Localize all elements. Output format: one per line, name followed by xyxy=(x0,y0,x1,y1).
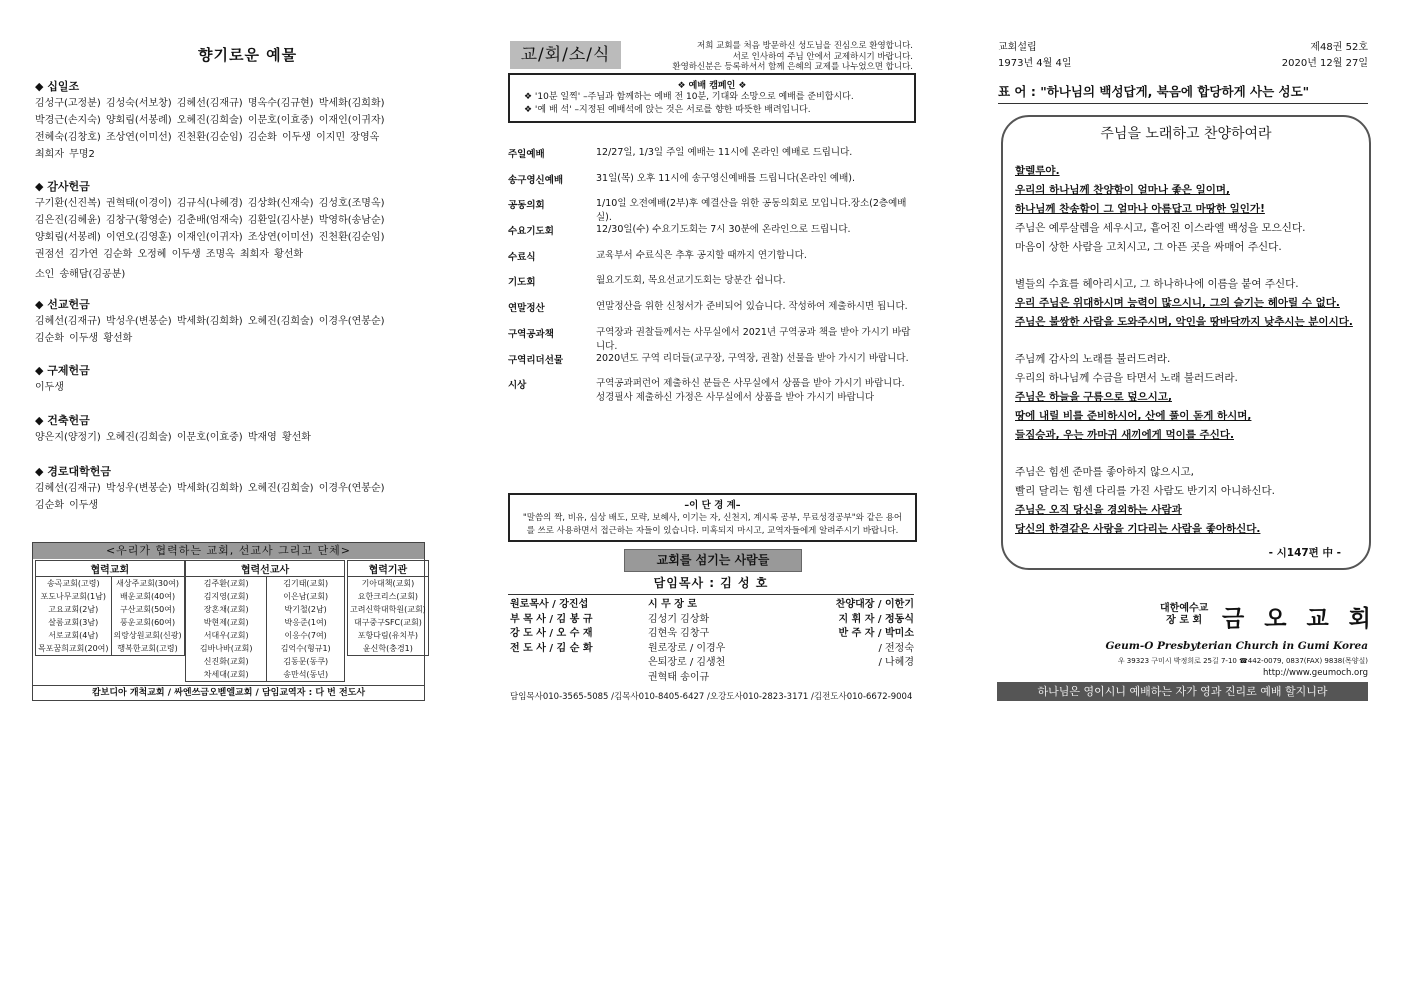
coop-church-row xyxy=(36,590,185,603)
staff-cell: 은퇴장로 / 김생천 xyxy=(648,657,726,668)
denomination-line: 대한예수교 xyxy=(1160,603,1209,614)
news-item xyxy=(508,377,914,417)
staff-cell: 강 도 사 / 오 수 재 xyxy=(510,628,593,639)
staff-cell: / 나혜경 xyxy=(878,657,914,668)
offering-names: 구기환(신진복) 권혁태(이경이) 김규식(나혜경) 김상화(신재숙) 김성호(조명옥) xyxy=(35,198,385,209)
news-item xyxy=(508,146,914,172)
welcome-text xyxy=(630,41,913,73)
coop-churches-table xyxy=(35,560,185,656)
news-text-line: 구역공과퍼런어 제출하신 분들은 사무실에서 상품을 받아 가시기 바랍니다. xyxy=(596,378,905,390)
staff-cell: 부 목 사 / 김 봉 규 xyxy=(510,613,593,625)
psalm-line: 들짐승과, 우는 까마귀 새끼에게 먹이를 주신다. xyxy=(1015,429,1234,441)
coop-missionary-cell: 장혼채(교회) xyxy=(186,603,267,616)
coop-missionary-cell: 서대우(교회) xyxy=(186,629,267,642)
news-label: 수료식 xyxy=(508,251,536,263)
coop-church-cell: 서로교회(4남) xyxy=(36,629,112,642)
news-text-line: 12/30일(수) 수요기도회는 7시 30분에 온라인으로 드립니다. xyxy=(596,224,851,236)
denomination xyxy=(1160,603,1208,627)
psalm-gap xyxy=(1015,257,1365,275)
coop-missionary-cell: 박기철(2남) xyxy=(284,605,327,614)
staff-row xyxy=(510,598,914,613)
psalm-line: 우리의 하나님께 수금을 타면서 노래 불러드려라. xyxy=(1015,372,1238,384)
offering-heading: ◆ 건축헌금 xyxy=(35,412,425,429)
coop-missionary-row xyxy=(186,603,345,616)
psalm-text xyxy=(1015,162,1365,539)
offering-names: 박경근(손지숙) 양회림(서봉례) 오혜진(김희술) 이문호(이효중) 이재인(이귀자) xyxy=(35,115,385,126)
psalm-box xyxy=(1001,115,1371,570)
coop-missionary-cell: 차세대(교회) xyxy=(186,668,267,682)
offering-heading: ◆ 경로대학헌금 xyxy=(35,463,425,480)
psalm-line: 땅에 내릴 비를 준비하시어, 산에 풀이 돋게 하시며, xyxy=(1015,410,1252,422)
coop-missionary-cell: 김억수(형규1) xyxy=(280,644,331,653)
psalm-title: 주님을 노래하고 찬양하여라 xyxy=(1100,126,1272,142)
psalm-line: 하나님께 찬송함이 그 얼마나 아름답고 마땅한 일인가! xyxy=(1015,203,1265,215)
staff-row xyxy=(510,656,914,671)
staff-table xyxy=(510,598,914,685)
staff-cell xyxy=(766,671,914,686)
coop-org-row xyxy=(348,590,429,603)
coop-church-row xyxy=(36,629,185,642)
staff-cell: 찬양대장 / 이한기 xyxy=(835,599,914,610)
psalm-line: 별들의 수효를 헤아리시고, 그 하나하나에 이름을 붙여 주신다. xyxy=(1015,278,1299,290)
staff-cell: 원로장로 / 이경우 xyxy=(648,642,726,654)
coop-church-row xyxy=(36,577,185,591)
coop-footer: 캄보디아 개척교회 / 싸엔쓰금오벧엘교회 / 담임교역자 : 다 번 전도사 xyxy=(33,685,424,700)
psalm-gap xyxy=(1015,332,1365,350)
offering-names: 김순화 이두생 xyxy=(35,500,99,511)
offering-heading: ◆ 구제헌금 xyxy=(35,362,425,379)
staff-cell: 전 도 사 / 김 순 화 xyxy=(510,642,593,654)
coop-org-cell: 기아대책(교회) xyxy=(361,579,415,588)
coop-missionary-cell: 이응수(7여) xyxy=(284,631,327,640)
welcome-line: 저희 교회를 처음 방문하신 성도님을 진심으로 환영합니다. xyxy=(697,41,913,51)
coop-church-cell: 살롬교회(3남) xyxy=(36,616,112,629)
cooperation-banner: <우리가 협력하는 교회, 선교사 그리고 단체> xyxy=(33,543,424,559)
campaign-item: ❖ '10분 일찍' –주님과 함께하는 예배 전 10분, 기대와 소망으로 예배를 준비합시다. xyxy=(524,92,854,102)
pastor-line: 담임목사 : 김 성 호 xyxy=(653,576,769,590)
news-label: 구역리더선물 xyxy=(508,354,564,366)
coop-church-cell: 풍운교회(60여) xyxy=(120,618,176,627)
motto-divider xyxy=(998,103,1368,104)
offering-heading: ◆ 선교헌금 xyxy=(35,296,425,313)
news-label: 기도회 xyxy=(508,277,536,289)
staff-row xyxy=(510,671,914,686)
offering-names: 전혜숙(김창호) 조상연(이미선) 진천환(김순임) 김순화 이두생 이지민 장영옥 xyxy=(35,132,380,143)
coop-missionary-row xyxy=(186,655,345,668)
news-text xyxy=(596,274,914,288)
offering-names: 소인 송해담(김공분) xyxy=(35,269,126,280)
coop-missionary-cell: 송만석(동년) xyxy=(283,670,329,679)
coop-org-cell: 포항다림(유치부) xyxy=(357,631,419,640)
coop-missionary-row xyxy=(186,668,345,682)
news-text-line: 31일(목) 오후 11시에 송구영신예배를 드립니다(온라인 예배). xyxy=(596,172,856,184)
news-text-line: 교육부서 수료식은 추후 공지할 때까지 연기합니다. xyxy=(596,249,807,261)
psalm-line: 우리 주님은 위대하시며 능력이 많으시니, 그의 슬기는 헤아릴 수 없다. xyxy=(1015,297,1340,309)
psalm-line: 주님은 예루살렘을 세우시고, 흩어진 이스라엘 백성을 모으신다. xyxy=(1015,222,1306,234)
news-text xyxy=(596,172,914,186)
news-text xyxy=(596,377,914,405)
issue-info xyxy=(1200,40,1368,72)
welcome-line: 환영하신분은 등록하셔서 함께 은혜의 교제를 나누었으면 합니다. xyxy=(672,62,913,72)
campaign-box xyxy=(508,73,916,123)
staff-cell: 시 무 장 로 xyxy=(648,599,698,610)
psalm-line: 할렐루야. xyxy=(1015,165,1060,177)
staff-cell: 반 주 자 / 박미소 xyxy=(838,628,914,639)
staff-cell: 권혁태 송이규 xyxy=(648,671,710,683)
coop-org-cell: 대구중구SFC(교회) xyxy=(353,618,422,627)
offering-section xyxy=(35,463,425,514)
offering-section xyxy=(35,296,425,347)
psalm-line: 주님은 힘센 준마를 좋아하지 않으시고, xyxy=(1015,466,1194,478)
coop-missionary-cell: 박응준(1여) xyxy=(284,618,327,627)
psalm-gap xyxy=(1015,445,1365,463)
coop-church-row xyxy=(36,603,185,616)
coop-church-cell: 새상주교회(30여) xyxy=(116,579,179,588)
issue-date: 2020년 12월 27일 xyxy=(1281,58,1368,69)
campaign-item: ❖ '예 배 석' –지정된 예배석에 앉는 것은 서로를 향한 따뜻한 배려입니다. xyxy=(524,105,811,115)
staff-cell: 김성기 김상화 xyxy=(648,613,710,625)
coop-orgs-header: 협력기관 xyxy=(348,561,429,577)
church-motto: 표 어 : "하나님의 백성답게, 북음에 합당하게 사는 성도" xyxy=(998,84,1310,99)
founded-date: 1973년 4월 4일 xyxy=(998,58,1072,69)
heresy-warning-box xyxy=(508,493,917,542)
founded-label: 교회설립 xyxy=(998,42,1037,53)
news-item xyxy=(508,352,914,378)
coop-church-cell: 구산교회(50여) xyxy=(120,605,176,614)
offering-names: 권점선 김가연 김순화 오정혜 이두생 조명옥 최희자 황선화 xyxy=(35,249,304,260)
psalm-line: 주님은 오직 당신을 경외하는 사람과 xyxy=(1015,504,1182,516)
church-english-name: Geum-O Presbyterian Church in Gumi Korea xyxy=(1105,640,1368,652)
offering-names: 양회림(서봉례) 이연오(김영훈) 이재인(이귀자) 조상연(이미선) 진천환(김순임) xyxy=(35,232,385,243)
psalm-line: 마음이 상한 사람을 고치시고, 그 아픈 곳을 싸매어 주신다. xyxy=(1015,241,1282,253)
coop-church-cell: 배운교회(40여) xyxy=(120,592,176,601)
psalm-line: 우리의 하나님께 찬양함이 얼마나 좋은 일이며, xyxy=(1015,184,1230,196)
news-label: 시상 xyxy=(508,380,527,392)
coop-missionary-row xyxy=(186,590,345,603)
coop-missionary-row xyxy=(186,577,345,591)
news-text xyxy=(596,249,914,263)
coop-missionary-cell: 박현제(교회) xyxy=(186,616,267,629)
psalm-line: 주님은 불쌍한 사람을 도와주시며, 악인을 땅바닥까지 낮추시는 분이시다. xyxy=(1015,316,1353,328)
news-label: 송구영신예배 xyxy=(508,174,564,186)
news-label: 수요기도회 xyxy=(508,226,554,238)
staff-banner: 교회를 섬기는 사람들 xyxy=(624,549,802,572)
news-text-line: 1/10일 오전예배(2부)후 예결산을 위한 공동의회로 모입니다.장소(2층예배실). xyxy=(596,198,907,224)
psalm-line: 주님께 감사의 노래를 불러드려라. xyxy=(1015,353,1171,365)
coop-org-row xyxy=(348,616,429,629)
news-label: 주일예배 xyxy=(508,149,545,160)
news-item xyxy=(508,223,914,249)
coop-missionary-row xyxy=(186,642,345,655)
news-item xyxy=(508,274,914,300)
coop-org-cell: 요한크리스(교회) xyxy=(357,592,419,601)
offering-names: 최희자 무명2 xyxy=(35,149,95,160)
news-title: 교/회/소/식 xyxy=(510,41,621,69)
offering-heading: ◆ 십일조 xyxy=(35,78,425,95)
news-item xyxy=(508,300,914,326)
warning-title: –이 단 경 계– xyxy=(684,500,741,511)
offering-section xyxy=(35,78,425,163)
offering-names: 김성구(고정분) 김성숙(서보창) 김혜선(김재규) 명옥수(김규현) 박세화(김희화) xyxy=(35,98,385,109)
coop-missionary-cell: 김기태(교회) xyxy=(283,579,329,588)
offering-section xyxy=(35,362,425,396)
psalm-reference: - 시147편 中 - xyxy=(1268,547,1341,559)
news-text xyxy=(596,326,914,354)
coop-missionary-cell: 김주환(교회) xyxy=(186,577,267,591)
news-text xyxy=(596,223,914,237)
coop-church-row xyxy=(36,642,185,656)
offering-heading: ◆ 감사헌금 xyxy=(35,178,425,195)
news-label: 연말정산 xyxy=(508,303,545,315)
news-text-line: 12/27일, 1/3일 주일 예배는 11시에 온라인 예배로 드립니다. xyxy=(596,147,853,158)
coop-missionary-cell: 이은남(교회) xyxy=(283,592,329,601)
campaign-title: ❖ 예배 캠페인 ❖ xyxy=(677,81,747,91)
news-text xyxy=(596,146,914,160)
news-text xyxy=(596,197,914,225)
church-address: 우 39323 구미시 박정희로 25길 7-10 ☎442-0079, 0837(FAX) 9838(목양실) xyxy=(1117,657,1368,665)
coop-org-row xyxy=(348,629,429,642)
warning-text: "말씀의 짝, 비유, 심상 배도, 모략, 보혜사, 이기는 자, 신천지, 계시록 공부, 무료성경공부"와 같은 용어를 쓰로 사용하면서 접근하는 자들이 있습니다. 미혹되지 마시고, 교역자들에게 알려주시기 바랍니다. xyxy=(522,513,903,536)
news-text xyxy=(596,352,914,366)
welcome-line: 서로 인사하여 주님 안에서 교제하시기 바랍니다. xyxy=(732,51,913,62)
offering-section xyxy=(35,412,425,446)
coop-org-cell: 윤신학(충경1) xyxy=(362,644,413,653)
coop-orgs-table xyxy=(347,560,429,656)
coop-org-row xyxy=(348,577,429,591)
coop-missionary-cell: 김바나바(교회) xyxy=(186,642,267,655)
denomination-line: 장 로 회 xyxy=(1166,615,1203,626)
news-list xyxy=(508,146,914,417)
news-item xyxy=(508,197,914,223)
coop-org-cell: 고려신학대학원(교회) xyxy=(350,605,426,614)
coop-church-cell: 목포꿈희교회(20여) xyxy=(36,642,112,656)
psalm-line: 빨리 달리는 힘센 다리를 가진 사람도 반기지 아니하신다. xyxy=(1015,485,1275,497)
offering-names: 김은진(김혜윤) 김창구(황영순) 김춘배(엄재숙) 김환일(김사분) 박영하(송남순) xyxy=(35,215,385,226)
coop-church-cell: 의랑상원교회(신광) xyxy=(113,631,182,640)
news-text-line: 성경필사 제출하신 가정은 사무실에서 상품을 받아 가시기 바랍니다 xyxy=(596,392,875,404)
coop-org-row xyxy=(348,603,429,616)
staff-row xyxy=(510,642,914,657)
coop-missionary-cell: 신진화(교회) xyxy=(186,655,267,668)
staff-cell: 원로목사 / 강진섭 xyxy=(510,599,589,610)
offering-names: 김혜선(김재규) 박성우(변봉순) 박세화(김희화) 오혜진(김희술) 이경우(연봉순) xyxy=(35,483,385,494)
offering-section xyxy=(35,178,425,283)
staff-cell xyxy=(510,656,648,671)
church-name: 금 오 교 회 xyxy=(1222,606,1377,632)
founded-info xyxy=(998,40,1072,72)
news-label: 공동의회 xyxy=(508,200,545,212)
staff-cell: 지 휘 자 / 정동식 xyxy=(838,613,914,625)
news-text-line: 연말정산을 위한 신청서가 준비되어 있습니다. 작성하여 제출하시면 됩니다. xyxy=(596,301,908,313)
offering-names: 양은지(양정기) 오혜진(김희술) 이문호(이효중) 박재영 황선화 xyxy=(35,432,311,443)
coop-org-row xyxy=(348,642,429,656)
news-item xyxy=(508,249,914,275)
staff-row xyxy=(510,627,914,642)
coop-missionaries-header: 협력선교사 xyxy=(186,561,345,577)
coop-church-cell: 행복한교회(고령) xyxy=(117,644,178,653)
coop-missionaries-table xyxy=(185,560,345,682)
coop-church-cell: 포도나무교회(1남) xyxy=(36,590,112,603)
offering-names: 김순화 이두생 황선화 xyxy=(35,333,133,344)
news-text-line: 2020년도 구역 리더들(교구장, 구역장, 권찰) 선물을 받아 가시기 바랍니다. xyxy=(596,352,909,364)
coop-missionary-row xyxy=(186,629,345,642)
offering-names: 김혜선(김재규) 박성우(변봉순) 박세화(김희화) 오혜진(김희술) 이경우(연봉순) xyxy=(35,316,385,327)
church-website[interactable]: http://www.geumoch.org xyxy=(1262,668,1368,678)
coop-church-row xyxy=(36,616,185,629)
coop-missionary-row xyxy=(186,616,345,629)
staff-divider xyxy=(508,594,914,595)
coop-church-cell: 고요교회(2남) xyxy=(36,603,112,616)
coop-churches-header: 협력교회 xyxy=(36,561,185,577)
news-text-line: 월요기도회, 목요선교기도회는 당분간 쉽니다. xyxy=(596,275,786,287)
staff-row xyxy=(510,613,914,628)
news-label: 구역공과책 xyxy=(508,328,554,340)
psalm-line: 주님은 하늘을 구름으로 덮으시고, xyxy=(1015,391,1172,403)
cooperation-box xyxy=(32,542,425,701)
offerings-title: 향기로운 예물 xyxy=(198,46,298,64)
offering-names: 이두생 xyxy=(35,382,64,393)
coop-missionary-cell: 김동문(동쿠) xyxy=(283,657,329,666)
coop-missionary-cell: 김지영(교회) xyxy=(186,590,267,603)
news-text xyxy=(596,300,914,314)
issue-number: 제48권 52호 xyxy=(1310,42,1368,53)
staff-cell: 김현욱 김창구 xyxy=(648,628,710,639)
staff-phones: 담임목사010-3565-5085 /김목사010-8405-6427 /오강도사010-2823-3171 /김전도사010-6672-9004 xyxy=(510,692,913,702)
staff-cell xyxy=(510,671,648,686)
news-text-line: 구역장과 권찰들께서는 사무실에서 2021년 구역공과 책을 받아 가시기 바랍니다. xyxy=(596,326,911,352)
footer-verse-banner: 하나님은 영이시니 예배하는 자가 영과 진리로 예배 할지니라 xyxy=(997,682,1368,701)
psalm-line: 당신의 한결같은 사랑을 기다리는 사람을 좋아하신다. xyxy=(1015,523,1261,535)
staff-cell: / 전정숙 xyxy=(878,642,914,654)
coop-church-cell: 송곡교회(고령) xyxy=(36,577,112,591)
news-item xyxy=(508,326,914,352)
news-item xyxy=(508,172,914,198)
